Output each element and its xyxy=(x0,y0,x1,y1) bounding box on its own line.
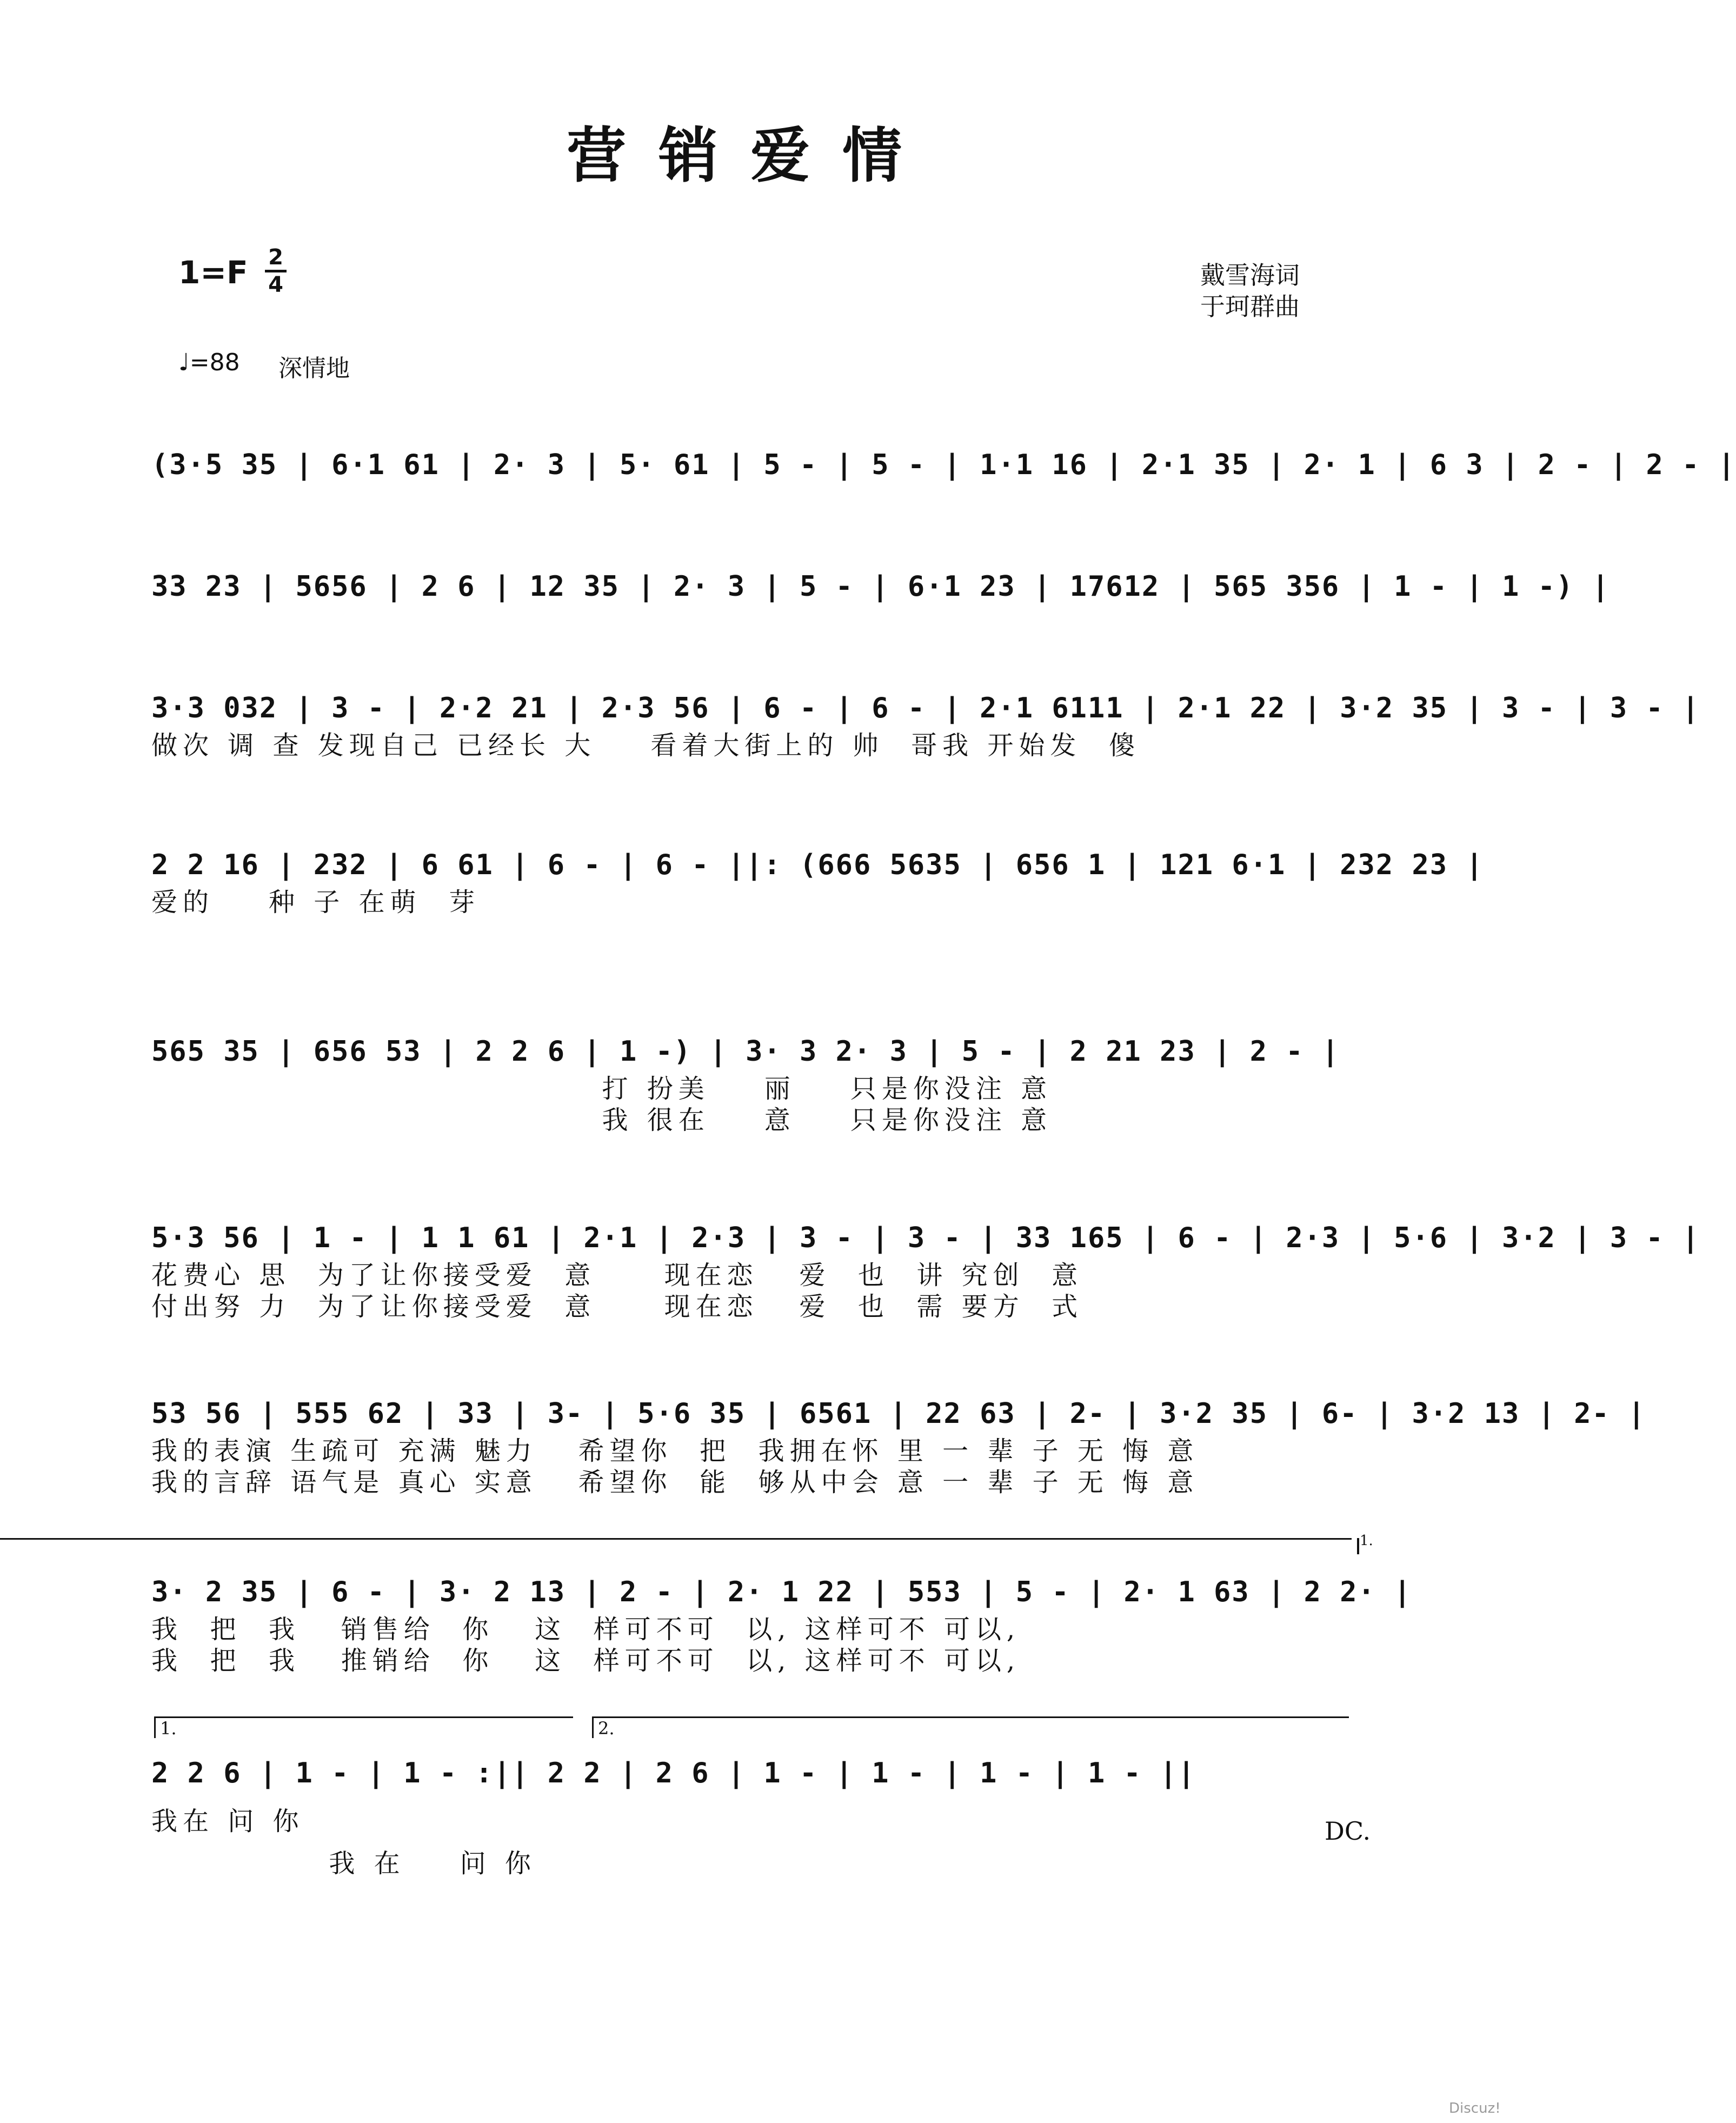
notation-line: 3·3 032 | 3 - | 2·2 21 | 2·3 56 | 6 - | 6 - | 2·1 6111 | 2·1 22 | 3·2 35 | 3 - | 3 - | xyxy=(151,692,1700,724)
volta-marker: 1. xyxy=(1360,1533,1373,1549)
volta-first-label: 1. xyxy=(160,1718,177,1739)
time-bottom: 4 xyxy=(268,272,283,297)
lyric-line: 打 扮美 丽 只是你没注 意 xyxy=(151,1074,1053,1104)
lyric-line: 做次 调 查 发现自己 已经长 大 看着大街上的 帅 哥我 开始发 傻 xyxy=(151,730,1140,761)
composer: 于珂群曲 xyxy=(1200,292,1300,321)
score-row-3 xyxy=(151,687,1700,761)
lyric-line: 我 很在 意 只是你没注 意 xyxy=(151,1105,1053,1135)
notation-line: (3·5 35 | 6·1 61 | 2· 3 | 5· 61 | 5 - | 5 - | 1·1 16 | 2·1 35 | 2· 1 | 6 3 | 2 - | 2 - | xyxy=(151,449,1736,481)
song-title: 营销爱情 xyxy=(567,121,934,190)
volta-second-label: 2. xyxy=(598,1718,615,1739)
lyric-line: 花费心 思 为了让你接受爱 意 现在恋 爱 也 讲 究创 意 xyxy=(151,1260,1083,1290)
notation-line: 53 56 | 555 62 | 33 | 3- | 5·6 35 | 6561 | 22 63 | 2- | 3·2 35 | 6- | 3·2 13 | 2- | xyxy=(151,1397,1646,1430)
divider-end-bar xyxy=(1357,1538,1359,1554)
lyric-line: 我的言辞 语气是 真心 实意 希望你 能 够从中会 意 一 辈 子 无 悔 意 xyxy=(151,1467,1199,1498)
lyric-line: 我在 问 你 xyxy=(151,1806,304,1836)
score-row-8 xyxy=(151,1570,1412,1676)
score-row-4 xyxy=(151,843,1484,918)
dc-mark: DC. xyxy=(1325,1816,1371,1846)
score-row-1 xyxy=(151,443,1736,487)
score-row-5 xyxy=(151,1030,1362,1136)
notation-line: 5·3 56 | 1 - | 1 1 61 | 2·1 | 2·3 | 3 - | 3 - | 33 165 | 6 - | 2·3 | 5·6 | 3·2 | 3 - | xyxy=(151,1222,1700,1254)
lyric-line: 我 把 我 推销给 你 这 样可不可 以, 这样可不 可以, xyxy=(151,1646,1021,1676)
notation-line: 33 23 | 5656 | 2 6 | 12 35 | 2· 3 | 5 - | 6·1 23 | 17612 | 565 356 | 1 - | 1 -) | xyxy=(151,570,1610,603)
tempo-mark: ♩=88 xyxy=(178,349,240,376)
lyric-line: 付出努 力 为了让你接受爱 意 现在恋 爱 也 需 要方 式 xyxy=(151,1292,1083,1322)
lyric-line: 我的表演 生疏可 充满 魅力 希望你 把 我拥在怀 里 一 辈 子 无 悔 意 xyxy=(151,1436,1199,1466)
section-divider xyxy=(0,1538,1352,1540)
lyric-line: 我 在 问 你 xyxy=(151,1848,536,1879)
time-top: 2 xyxy=(268,245,283,270)
notation-line: 2 2 16 | 232 | 6 61 | 6 - | 6 - ||: (666 5635 | 656 1 | 121 6·1 | 232 23 | xyxy=(151,849,1484,881)
expression-mark: 深情地 xyxy=(278,355,350,382)
time-signature xyxy=(265,246,287,296)
notation-line: 565 35 | 656 53 | 2 2 6 | 1 -) | 3· 3 2· 3 | 5 - | 2 21 23 | 2 - | xyxy=(151,1035,1340,1068)
volta-second-ending xyxy=(592,1716,1349,1738)
score-row-9 xyxy=(151,1752,1362,1879)
lyric-line: 爱的 种 子 在萌 芽 xyxy=(151,887,481,917)
lyric-line: 我 把 我 销售给 你 这 样可不可 以, 这样可不 可以, xyxy=(151,1614,1021,1645)
score-row-7 xyxy=(151,1392,1646,1498)
volta-first-ending xyxy=(154,1716,573,1738)
score-row-2 xyxy=(151,565,1610,608)
lyricist: 戴雪海词 xyxy=(1200,261,1300,290)
credits xyxy=(1200,259,1300,322)
notation-line: 3· 2 35 | 6 - | 3· 2 13 | 2 - | 2· 1 22 | 553 | 5 - | 2· 1 63 | 2 2· | xyxy=(151,1576,1412,1608)
score-row-6 xyxy=(151,1216,1700,1322)
notation-line: 2 2 6 | 1 - | 1 - :|| 2 2 | 2 6 | 1 - | 1 - | 1 - | 1 - || xyxy=(151,1757,1196,1789)
key-signature: 1=F xyxy=(178,254,248,291)
watermark: Discuz! xyxy=(1449,2100,1501,2117)
